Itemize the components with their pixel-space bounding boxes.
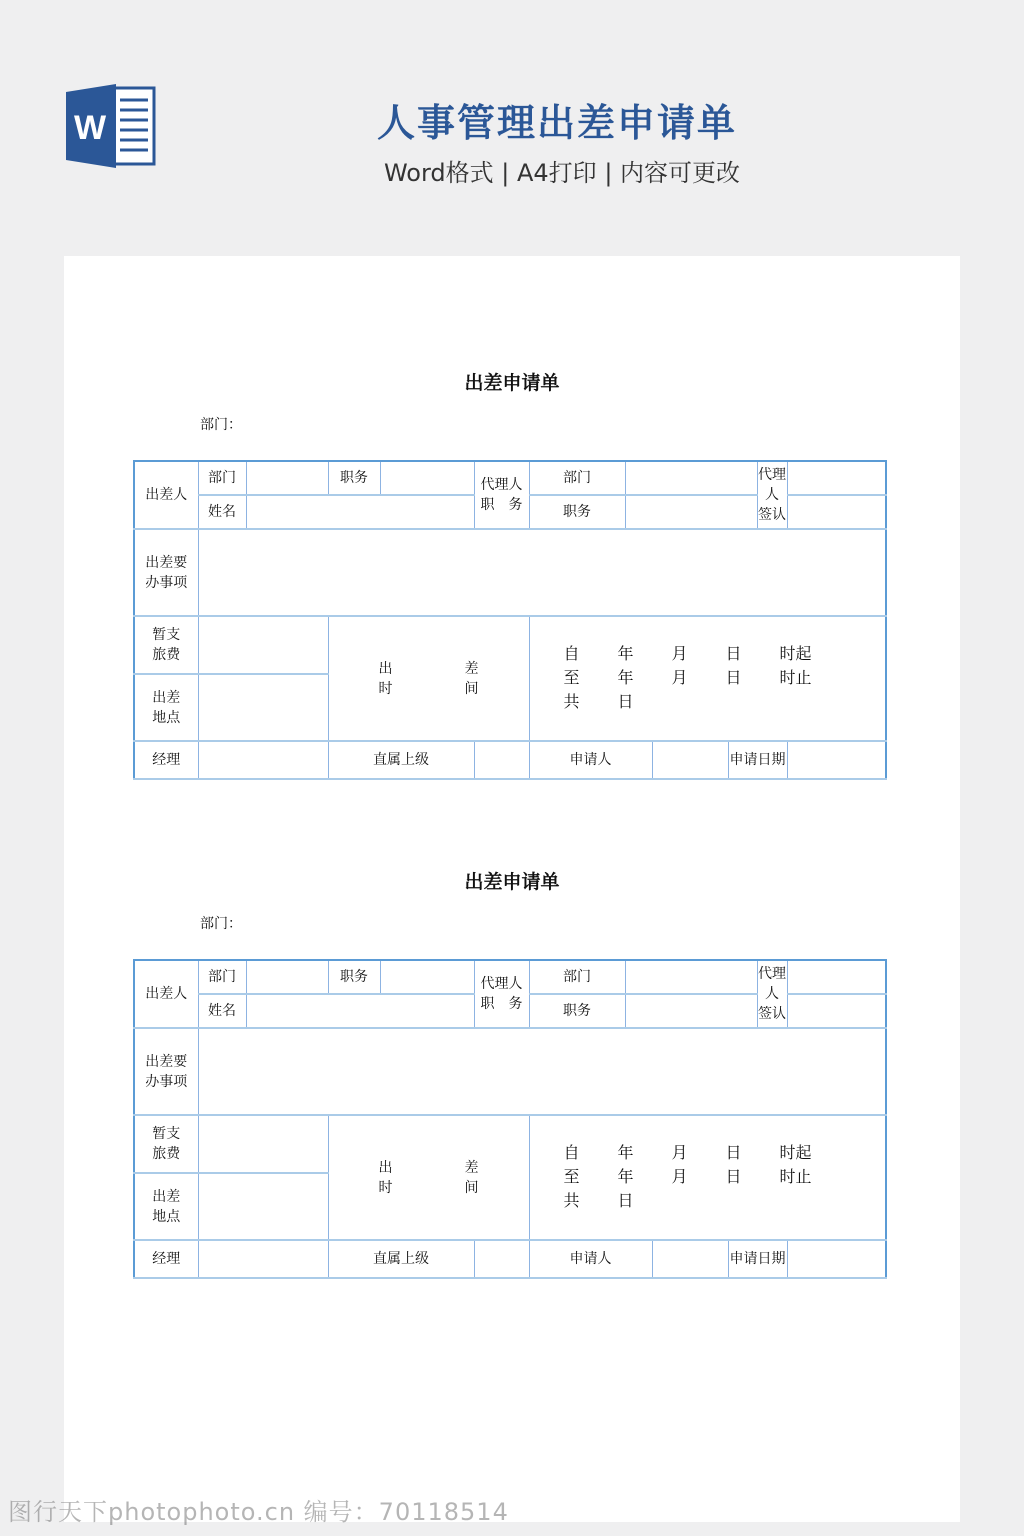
agent-sign-field[interactable] bbox=[787, 461, 886, 495]
apply-date-field[interactable] bbox=[787, 1240, 886, 1278]
applicant-label: 申请人 bbox=[529, 741, 652, 779]
agent-sign-field-2[interactable] bbox=[787, 994, 886, 1028]
agent-sign-label: 代理人 签认 bbox=[757, 461, 787, 529]
logo-letter: W bbox=[73, 109, 107, 147]
supervisor-field[interactable] bbox=[474, 1240, 529, 1278]
position-label: 职务 bbox=[328, 960, 380, 994]
name-label: 姓名 bbox=[198, 495, 246, 529]
agent-dept-label: 部门 bbox=[529, 461, 625, 495]
agent-label: 代理人 职 务 bbox=[474, 960, 529, 1028]
dept-field[interactable] bbox=[246, 960, 328, 994]
place-field[interactable] bbox=[198, 1173, 328, 1239]
agent-sign-label: 代理人 签认 bbox=[757, 960, 787, 1028]
agent-position-field[interactable] bbox=[625, 994, 757, 1028]
form-title: 出差申请单 bbox=[464, 871, 560, 893]
from-row: 自 年 月 日 时起 bbox=[563, 644, 812, 664]
to-row: 至 年 月 日 时止 bbox=[563, 668, 812, 688]
agent-position-label: 职务 bbox=[529, 495, 625, 529]
applicant-label: 申请人 bbox=[529, 1240, 652, 1278]
name-field[interactable] bbox=[246, 994, 474, 1028]
apply-date-label: 申请日期 bbox=[728, 1240, 787, 1278]
trip-table bbox=[133, 959, 887, 1279]
trip-time-label: 出 时 差 间 bbox=[328, 616, 529, 741]
apply-date-label: 申请日期 bbox=[728, 741, 787, 779]
position-field[interactable] bbox=[380, 461, 474, 495]
total-row: 共 日 bbox=[563, 1191, 634, 1211]
banner-subtitle: Word格式 | A4打印 | 内容可更改 bbox=[383, 159, 741, 187]
from-row: 自 年 月 日 时起 bbox=[563, 1143, 812, 1163]
traveler-label: 出差人 bbox=[134, 960, 198, 1028]
to-row: 至 年 月 日 时止 bbox=[563, 1167, 812, 1187]
document-page bbox=[64, 256, 960, 1522]
advance-label: 暂支 旅费 bbox=[134, 1115, 198, 1173]
dept-field[interactable] bbox=[246, 461, 328, 495]
manager-field[interactable] bbox=[198, 741, 328, 779]
total-row: 共 日 bbox=[563, 692, 634, 712]
supervisor-label: 直属上级 bbox=[328, 741, 474, 779]
trip-dates-field[interactable] bbox=[529, 1115, 886, 1240]
watermark: 图行天下photophoto.cn 编号：70118514 bbox=[8, 1498, 509, 1526]
agent-dept-label: 部门 bbox=[529, 960, 625, 994]
trip-table bbox=[133, 460, 887, 780]
applicant-field[interactable] bbox=[652, 741, 728, 779]
matters-label: 出差要 办事项 bbox=[134, 529, 198, 616]
agent-sign-field-2[interactable] bbox=[787, 495, 886, 529]
agent-label: 代理人 职 务 bbox=[474, 461, 529, 529]
manager-label: 经理 bbox=[134, 1240, 198, 1278]
dept-label: 部门 bbox=[198, 960, 246, 994]
name-label: 姓名 bbox=[198, 994, 246, 1028]
advance-field[interactable] bbox=[198, 616, 328, 674]
supervisor-label: 直属上级 bbox=[328, 1240, 474, 1278]
banner-title: 人事管理出差申请单 bbox=[376, 101, 737, 145]
matters-label: 出差要 办事项 bbox=[134, 1028, 198, 1115]
position-label: 职务 bbox=[328, 461, 380, 495]
trip-dates-field[interactable] bbox=[529, 616, 886, 741]
place-label: 出差 地点 bbox=[134, 674, 198, 740]
agent-position-label: 职务 bbox=[529, 994, 625, 1028]
agent-dept-field[interactable] bbox=[625, 461, 757, 495]
dept-label: 部门 bbox=[198, 461, 246, 495]
matters-field[interactable] bbox=[198, 1028, 886, 1115]
supervisor-field[interactable] bbox=[474, 741, 529, 779]
place-label: 出差 地点 bbox=[134, 1173, 198, 1239]
agent-sign-field[interactable] bbox=[787, 960, 886, 994]
dept-line: 部门： bbox=[200, 916, 242, 932]
agent-position-field[interactable] bbox=[625, 495, 757, 529]
apply-date-field[interactable] bbox=[787, 741, 886, 779]
matters-field[interactable] bbox=[198, 529, 886, 616]
dept-line: 部门： bbox=[200, 417, 242, 433]
advance-label: 暂支 旅费 bbox=[134, 616, 198, 674]
agent-dept-field[interactable] bbox=[625, 960, 757, 994]
applicant-field[interactable] bbox=[652, 1240, 728, 1278]
manager-field[interactable] bbox=[198, 1240, 328, 1278]
advance-field[interactable] bbox=[198, 1115, 328, 1173]
traveler-label: 出差人 bbox=[134, 461, 198, 529]
name-field[interactable] bbox=[246, 495, 474, 529]
manager-label: 经理 bbox=[134, 741, 198, 779]
trip-time-label: 出 时 差 间 bbox=[328, 1115, 529, 1240]
place-field[interactable] bbox=[198, 674, 328, 740]
position-field[interactable] bbox=[380, 960, 474, 994]
form-title: 出差申请单 bbox=[464, 372, 560, 394]
